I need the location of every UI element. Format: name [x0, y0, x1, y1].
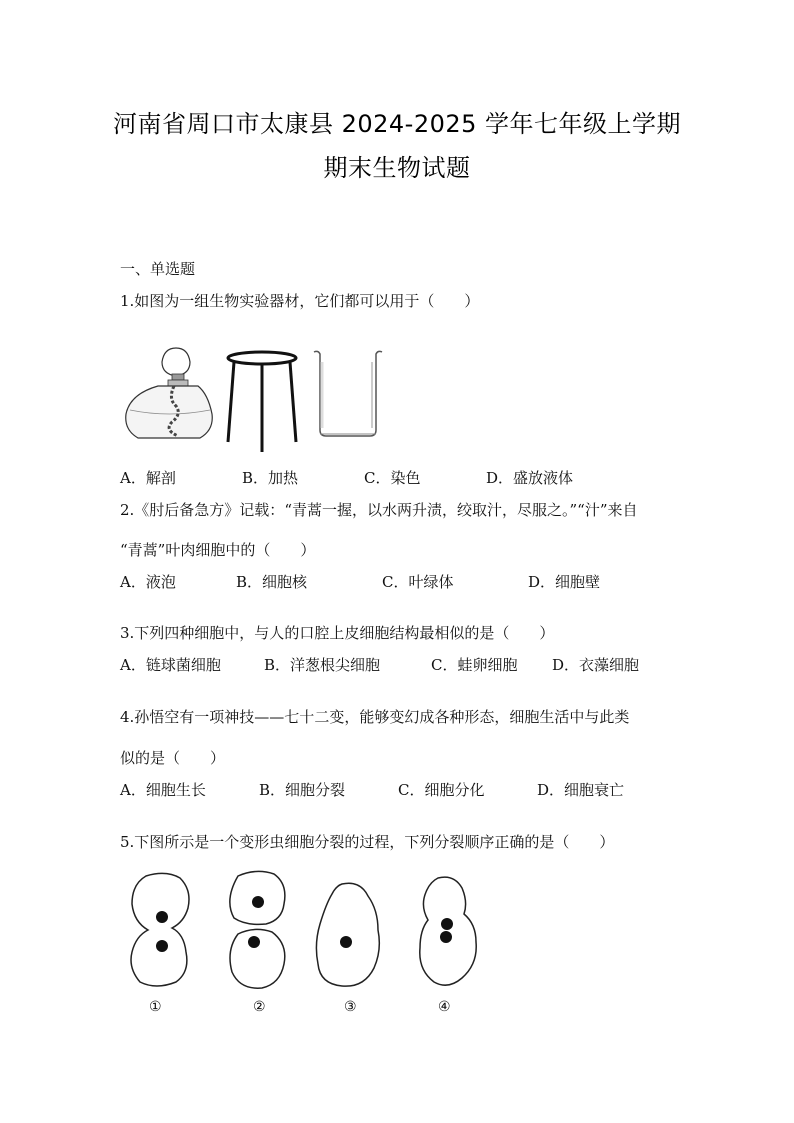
- question-1-option-b[interactable]: B．加热: [242, 469, 299, 487]
- question-3-option-a[interactable]: A．链球菌细胞: [120, 656, 221, 674]
- page-title-line-1: 河南省周口市太康县 2024-2025 学年七年级上学期: [112, 110, 682, 138]
- page-title-line-2: 期末生物试题: [323, 154, 471, 182]
- question-2-option-b[interactable]: B．细胞核: [236, 573, 308, 591]
- amoeba-stage-1-figure: [126, 872, 196, 990]
- question-2-text-line-1: 2.《肘后备急方》记载：“青蒿一握，以水两升渍，绞取汁，尽服之。”“汁”来自: [120, 501, 638, 519]
- question-4-option-d[interactable]: D．细胞衰亡: [537, 781, 625, 799]
- amoeba-stage-2-figure: [226, 870, 290, 992]
- question-1-option-d[interactable]: D．盛放液体: [486, 469, 574, 487]
- question-4-text-line-2: 似的是（ ）: [120, 749, 226, 767]
- question-3-text: 3.下列四种细胞中，与人的口腔上皮细胞结构最相似的是（ ）: [120, 624, 555, 642]
- figure-label-3: ③: [344, 999, 357, 1015]
- question-1-option-c[interactable]: C．染色: [364, 469, 421, 487]
- question-1-text: 1.如图为一组生物实验器材，它们都可以用于（ ）: [120, 292, 480, 310]
- question-4-text-line-1: 4.孙悟空有一项神技——七十二变，能够变幻成各种形态，细胞生活中与此类: [120, 708, 630, 726]
- question-2-option-c[interactable]: C．叶绿体: [382, 573, 454, 591]
- question-3-option-c[interactable]: C．蛙卵细胞: [431, 656, 518, 674]
- question-4-option-c[interactable]: C．细胞分化: [398, 781, 485, 799]
- question-2-text-line-2: “青蒿”叶肉细胞中的（ ）: [120, 541, 316, 559]
- question-4-option-b[interactable]: B．细胞分裂: [259, 781, 346, 799]
- question-4-option-a[interactable]: A．细胞生长: [120, 781, 206, 799]
- alcohol-lamp-figure: [124, 344, 214, 444]
- question-5-text: 5.下图所示是一个变形虫细胞分裂的过程，下列分裂顺序正确的是（ ）: [120, 833, 615, 851]
- tripod-stand-figure: [222, 350, 302, 454]
- figure-label-4: ④: [438, 999, 451, 1015]
- question-3-option-d[interactable]: D．衣藻细胞: [552, 656, 640, 674]
- amoeba-stage-4-figure: [412, 874, 482, 992]
- question-1-option-a[interactable]: A．解剖: [120, 469, 176, 487]
- figure-label-2: ②: [253, 999, 266, 1015]
- question-2-option-a[interactable]: A．液泡: [120, 573, 176, 591]
- figure-label-1: ①: [149, 999, 162, 1015]
- question-2-option-d[interactable]: D．细胞壁: [528, 573, 601, 591]
- section-heading: 一、单选题: [120, 260, 196, 278]
- beaker-figure: [312, 348, 384, 440]
- question-3-option-b[interactable]: B．洋葱根尖细胞: [264, 656, 381, 674]
- amoeba-stage-3-figure: [312, 880, 384, 990]
